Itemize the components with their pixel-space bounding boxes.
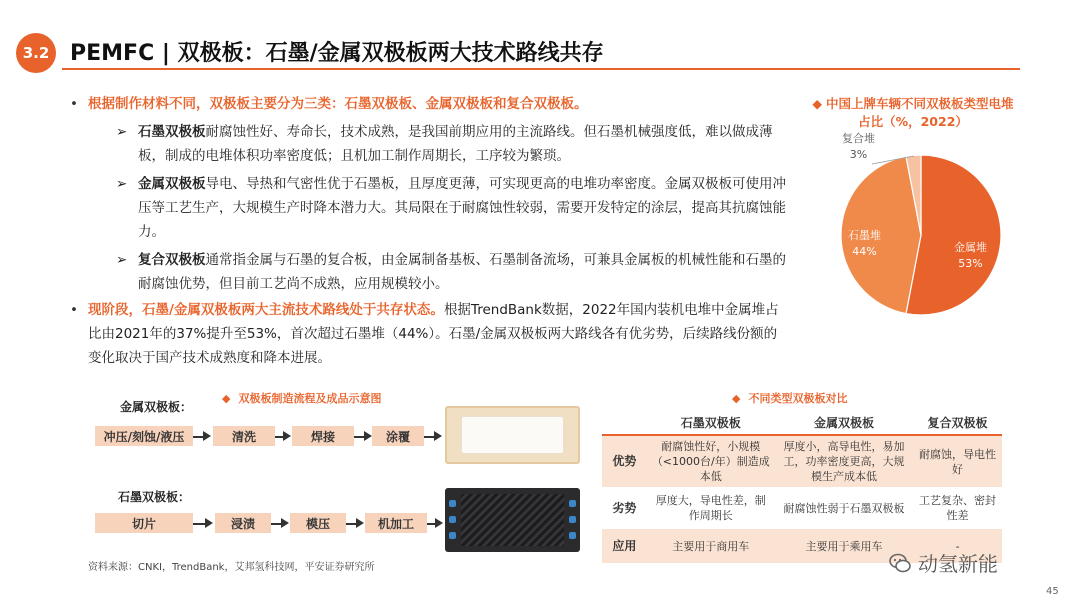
table-row xyxy=(602,435,1002,487)
table-header-cell: 石墨双极板 xyxy=(647,410,775,435)
pie-label-graphite-value: 44% xyxy=(852,245,877,258)
bullet-1 xyxy=(66,92,786,116)
pie-label-graphite-name: 石墨堆 xyxy=(848,229,881,242)
sub-term: 金属双极板 xyxy=(138,176,206,192)
table-header-cell: 复合双极板 xyxy=(913,410,1002,435)
arrow-head-icon xyxy=(205,518,213,528)
pie-label-metal-value: 53% xyxy=(958,257,983,270)
arrow-head-icon xyxy=(203,431,211,441)
pie-label-composite-value: 3% xyxy=(849,148,868,161)
diamond-bullet-icon: ◆ xyxy=(732,392,741,405)
pie-title-text: 中国上牌车辆不同双极板类型电堆占比（%，2022） xyxy=(826,96,1014,129)
metal-plate-image xyxy=(445,406,580,464)
row-header: 应用 xyxy=(602,529,647,563)
metal-step-2: 清洗 xyxy=(213,426,275,446)
arrow-right-icon: ➢ xyxy=(116,176,128,192)
sub-text: 导电、导热和气密性优于石墨板，且厚度更薄，可实现更高的电堆功率密度。金属双极板可使用冲压等工艺生产，大规模生产时降本潜力大。其局限在于耐腐蚀性较弱，需要开发特定的涂层，提高其抗腐蚀能力。 xyxy=(138,176,786,240)
arrow-head-icon xyxy=(364,431,372,441)
graphite-step-3: 模压 xyxy=(290,513,346,533)
arrow-head-icon xyxy=(283,431,291,441)
sub-text: 耐腐蚀性好、寿命长，技术成熟，是我国前期应用的主流路线。但石墨机械强度低，难以做成薄板，制成的电堆体积功率密度低；且机加工制作周期长，工序较为繁琐。 xyxy=(138,124,773,164)
sub-item-composite xyxy=(66,248,786,296)
row-header: 优势 xyxy=(602,435,647,487)
comparison-caption-text: 不同类型双极板对比 xyxy=(748,392,848,405)
table-cell: 厚度小，高导电性，易加工，功率密度更高，大规模生产成本低 xyxy=(775,435,913,487)
diamond-bullet-icon: ◆ xyxy=(812,96,823,111)
comparison-table xyxy=(602,410,1002,563)
bullet-list xyxy=(66,92,786,370)
pie-label-metal xyxy=(954,240,987,272)
metal-step-3: 焊接 xyxy=(292,426,354,446)
bullet-2 xyxy=(66,298,786,370)
page-title: PEMFC | 双极板：石墨/金属双极板两大技术路线共存 xyxy=(70,41,604,66)
graphite-step-4: 机加工 xyxy=(365,513,427,533)
bullet-2-text: 根据TrendBank数据，2022年国内装机电堆中金属堆占比由2021年的37%提升至53%，首次超过石墨堆（44%）。石墨/金属双极板两大路线各有优劣势，后续路线份额的变化取决于国产技术成熟度和降本进展。 xyxy=(88,302,779,366)
sub-item-graphite xyxy=(66,120,786,168)
table-cell: 厚度大，导电性差，制作周期长 xyxy=(647,487,775,529)
chat-bubble-icon xyxy=(888,551,912,575)
bullet-1-text: 根据制作材料不同，双极板主要分为三类：石墨双极板、金属双极板和复合双极板。 xyxy=(88,96,588,112)
sub-item-metal xyxy=(66,172,786,244)
pie-label-graphite xyxy=(848,228,881,260)
source-note: 资料来源：CNKI，TrendBank，艾邦氢科技网，平安证券研究所 xyxy=(88,562,375,573)
row-header: 劣势 xyxy=(602,487,647,529)
title-divider xyxy=(62,68,1020,70)
graphite-step-1: 切片 xyxy=(95,513,193,533)
page-number: 45 xyxy=(1046,586,1059,597)
pie-label-metal-name: 金属堆 xyxy=(954,241,987,254)
arrow-right-icon: ➢ xyxy=(116,124,128,140)
arrow-head-icon xyxy=(434,431,442,441)
process-caption-text: 双极板制造流程及成品示意图 xyxy=(238,392,382,405)
table-cell: 耐腐蚀性好，小规模（<1000台/年）制造成本低 xyxy=(647,435,775,487)
watermark-text: 动氢新能 xyxy=(918,552,998,576)
watermark xyxy=(888,548,998,577)
metal-process-label: 金属双极板： xyxy=(120,400,193,414)
table-cell: 耐腐蚀，导电性好 xyxy=(913,435,1002,487)
metal-step-4: 涂覆 xyxy=(372,426,424,446)
section-badge: 3.2 xyxy=(16,33,56,73)
bullet-2-highlight: 现阶段，石墨/金属双极板两大主流技术路线处于共存状态。 xyxy=(88,302,444,318)
sub-text: 通常指金属与石墨的复合板，由金属制备基板、石墨制备流场，可兼具金属板的机械性能和石墨的耐腐蚀优势，但目前工艺尚不成熟，应用规模较小。 xyxy=(138,252,786,292)
diamond-bullet-icon: ◆ xyxy=(222,392,231,405)
sub-term: 石墨双极板 xyxy=(138,124,206,140)
arrow-head-icon xyxy=(356,518,364,528)
arrow-head-icon xyxy=(435,518,443,528)
comparison-caption xyxy=(732,390,847,406)
table-header-cell: 金属双极板 xyxy=(775,410,913,435)
arrow-head-icon xyxy=(281,518,289,528)
graphite-process-label: 石墨双极板： xyxy=(118,490,191,504)
table-row xyxy=(602,487,1002,529)
process-caption xyxy=(222,390,381,406)
table-cell: 耐腐蚀性弱于石墨双极板 xyxy=(775,487,913,529)
pie-label-composite xyxy=(842,131,875,163)
pie-label-composite-name: 复合堆 xyxy=(842,132,875,145)
table-cell: 主要用于商用车 xyxy=(647,529,775,563)
table-header-row xyxy=(602,410,1002,435)
table-cell: 工艺复杂、密封性差 xyxy=(913,487,1002,529)
table-header-cell xyxy=(602,410,647,435)
table-cell: - xyxy=(913,529,1002,563)
sub-term: 复合双极板 xyxy=(138,252,206,268)
arrow-right-icon: ➢ xyxy=(116,252,128,268)
metal-step-1: 冲压/刻蚀/液压 xyxy=(95,426,193,446)
table-cell: 主要用于乘用车 xyxy=(775,529,913,563)
pie-chart-title xyxy=(808,95,1018,131)
graphite-step-2: 浸渍 xyxy=(215,513,271,533)
graphite-plate-image xyxy=(445,488,580,552)
